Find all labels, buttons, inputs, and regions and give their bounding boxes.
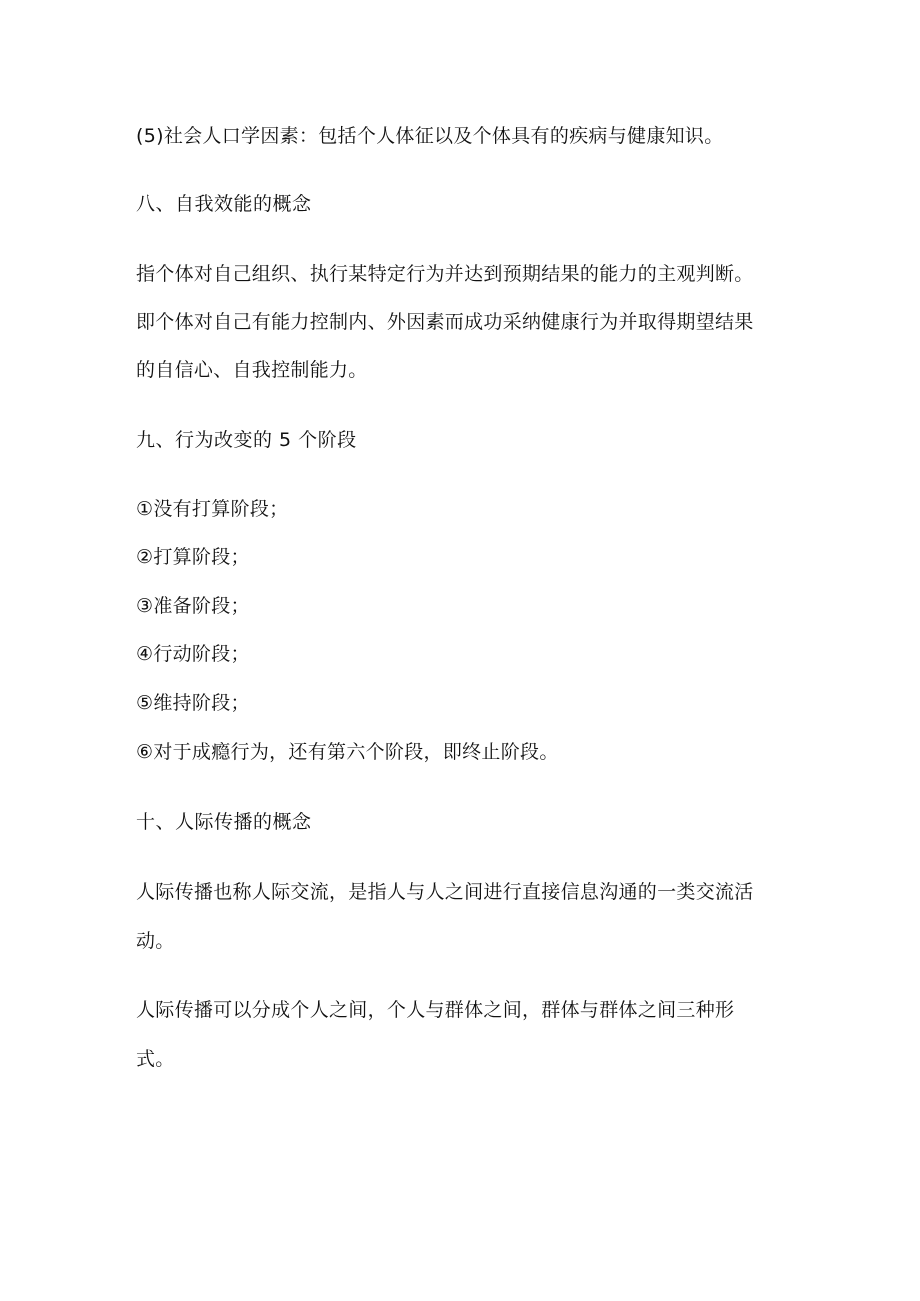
list-item-stage: ②打算阶段； (136, 546, 250, 568)
paragraph-line: 的自信心、自我控制能力。 (136, 359, 368, 381)
list-item-stage: ①没有打算阶段； (136, 498, 289, 520)
paragraph-line: 指个体对自己组织、执行某特定行为并达到预期结果的能力的主观判断。 (136, 263, 754, 285)
paragraph-line: 动。 (136, 930, 175, 952)
paragraph-line: 即个体对自己有能力控制内、外因素而成功采纳健康行为并取得期望结果 (136, 311, 754, 333)
section-heading-interpersonal-communication: 十、人际传播的概念 (136, 811, 312, 833)
list-item-stage: ③准备阶段； (136, 595, 250, 617)
paragraph-line: 人际传播也称人际交流，是指人与人之间进行直接信息沟通的一类交流活 (136, 881, 754, 903)
list-item-stage: ⑥对于成瘾行为，还有第六个阶段，即终止阶段。 (136, 741, 559, 763)
list-item-stage: ④行动阶段； (136, 643, 250, 665)
list-item-social-demographic: (5)社会人口学因素：包括个人体征以及个体具有的疾病与健康知识。 (136, 125, 724, 147)
section-heading-behavior-stages: 九、行为改变的 5 个阶段 (136, 429, 357, 451)
paragraph-line: 式。 (136, 1048, 175, 1070)
list-item-stage: ⑤维持阶段； (136, 692, 250, 714)
section-heading-self-efficacy: 八、自我效能的概念 (136, 193, 312, 215)
paragraph-line: 人际传播可以分成个人之间，个人与群体之间，群体与群体之间三种形 (136, 999, 735, 1021)
